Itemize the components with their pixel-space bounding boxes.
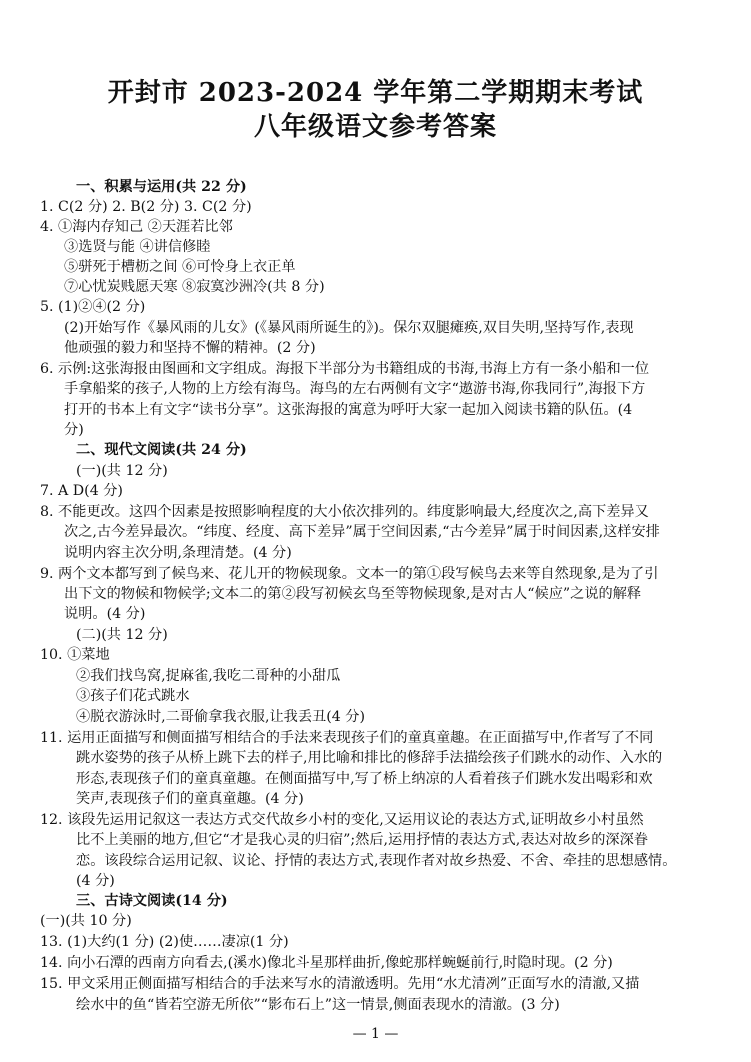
part-heading: (一)(共 12 分)	[76, 463, 168, 479]
part-heading: (二)(共 12 分)	[76, 627, 168, 643]
page-number: — 1 —	[352, 1026, 399, 1042]
answer-line: (4 分)	[76, 873, 115, 889]
document-title: 开封市 2023-2024 学年第二学期期末考试	[107, 78, 644, 108]
answer-line: 笑声,表现孩子们的童真童趣。(4 分)	[76, 791, 304, 807]
answer-line: 出下文的物候和物候学;文本二的第②段写初候玄鸟至等物候现象,是对古人“候应”之说的解释	[64, 586, 642, 602]
section-heading-3: 三、古诗文阅读(14 分)	[76, 893, 228, 909]
document-subtitle: 八年级语文参考答案	[253, 112, 497, 142]
section-heading-2: 二、现代文阅读(共 24 分)	[76, 442, 247, 458]
part-heading: (一)(共 10 分)	[40, 913, 132, 929]
answer-line: 10. ①菜地	[40, 647, 110, 663]
answer-line: 11. 运用正面描写和侧面描写相结合的手法来表现孩子们的童真童趣。在正面描写中,作者写了不同	[40, 730, 654, 746]
answer-line: 7. A D(4 分)	[40, 483, 123, 499]
answer-line: 次之,古今差异最次。“纬度、经度、高下差异”属于空间因素,“古今差异”属于时间因素,这样安排	[64, 524, 660, 540]
section-heading-1: 一、积累与运用(共 22 分)	[76, 179, 247, 195]
answer-line: 他顽强的毅力和坚持不懈的精神。(2 分)	[64, 340, 316, 356]
answer-line: 12. 该段先运用记叙这一表达方式交代故乡小村的变化,又运用议论的表达方式,证明故乡小村虽然	[40, 812, 644, 828]
answer-line: ⑦心忧炭贱愿天寒 ⑧寂寞沙洲冷(共 8 分)	[64, 279, 325, 295]
answer-line: 分)	[64, 422, 84, 438]
answer-line: 8. 不能更改。这四个因素是按照影响程度的大小依次排列的。纬度影响最大,经度次之,高下差异又	[40, 504, 649, 520]
answer-line: ③孩子们花式跳水	[76, 688, 190, 704]
answer-line: 9. 两个文本都写到了候鸟来、花儿开的物候现象。文本一的第①段写候鸟去来等自然现象,是为了引	[40, 566, 659, 582]
answer-line: 跳水姿势的孩子从桥上跳下去的样子,用比喻和排比的修辞手法描绘孩子们跳水的动作、入水的	[76, 750, 663, 766]
answer-line: 5. (1)②④(2 分)	[40, 299, 146, 315]
answer-line: 说明内容主次分明,条理清楚。(4 分)	[64, 545, 292, 561]
answer-line: 15. 甲文采用正侧面描写相结合的手法来写水的清澈透明。先用“水尤清冽”正面写水的清澈,又描	[40, 976, 640, 992]
answer-line: 手拿船桨的孩子,人物的上方绘有海鸟。海鸟的左右两侧有文字“遨游书海,你我同行”,海报下方	[64, 381, 646, 397]
answer-line: 4. ①海内存知己 ②天涯若比邻	[40, 219, 233, 235]
answer-line: ③选贤与能 ④讲信修睦	[64, 239, 211, 255]
answer-line: 1. C(2 分) 2. B(2 分) 3. C(2 分)	[40, 199, 252, 215]
answer-line: 说明。(4 分)	[64, 606, 146, 622]
answer-line: 14. 向小石潭的西南方向看去,(溪水)像北斗星那样曲折,像蛇那样蜿蜒前行,时隐时现。(2 分)	[40, 955, 613, 971]
answer-line: 绘水中的鱼“皆若空游无所依”“影布石上”这一情景,侧面表现水的清澈。(3 分)	[76, 997, 560, 1013]
answer-line: 比不上美丽的地方,但它“才是我心灵的归宿”;然后,运用抒情的表达方式,表达对故乡的深深眷	[76, 832, 648, 848]
answer-line: 恋。该段综合运用记叙、议论、抒情的表达方式,表现作者对故乡热爱、不舍、牵挂的思想感情。	[76, 853, 677, 869]
answer-line: 6. 示例:这张海报由图画和文字组成。海报下半部分为书籍组成的书海,书海上方有一条小船和一位	[40, 361, 650, 377]
answer-line: ②我们找鸟窝,捉麻雀,我吃二哥种的小甜瓜	[76, 668, 341, 684]
answer-line: 形态,表现孩子们的童真童趣。在侧面描写中,写了桥上纳凉的人看着孩子们跳水发出喝彩和欢	[76, 771, 653, 787]
answer-line: 打开的书本上有文字“读书分享”。这张海报的寓意为呼吁大家一起加入阅读书籍的队伍。(4	[64, 402, 633, 418]
answer-line: ④脱衣游泳时,二哥偷拿我衣服,让我丢丑(4 分)	[76, 709, 366, 725]
answer-line: 13. (1)大约(1 分) (2)使……凄凉(1 分)	[40, 934, 289, 950]
answer-line: ⑤骈死于槽枥之间 ⑥可怜身上衣正单	[64, 259, 296, 275]
answer-line: (2)开始写作《暴风雨的儿女》(《暴风雨所诞生的》)。保尔双腿瘫痪,双目失明,坚持写作,表现	[64, 320, 634, 336]
